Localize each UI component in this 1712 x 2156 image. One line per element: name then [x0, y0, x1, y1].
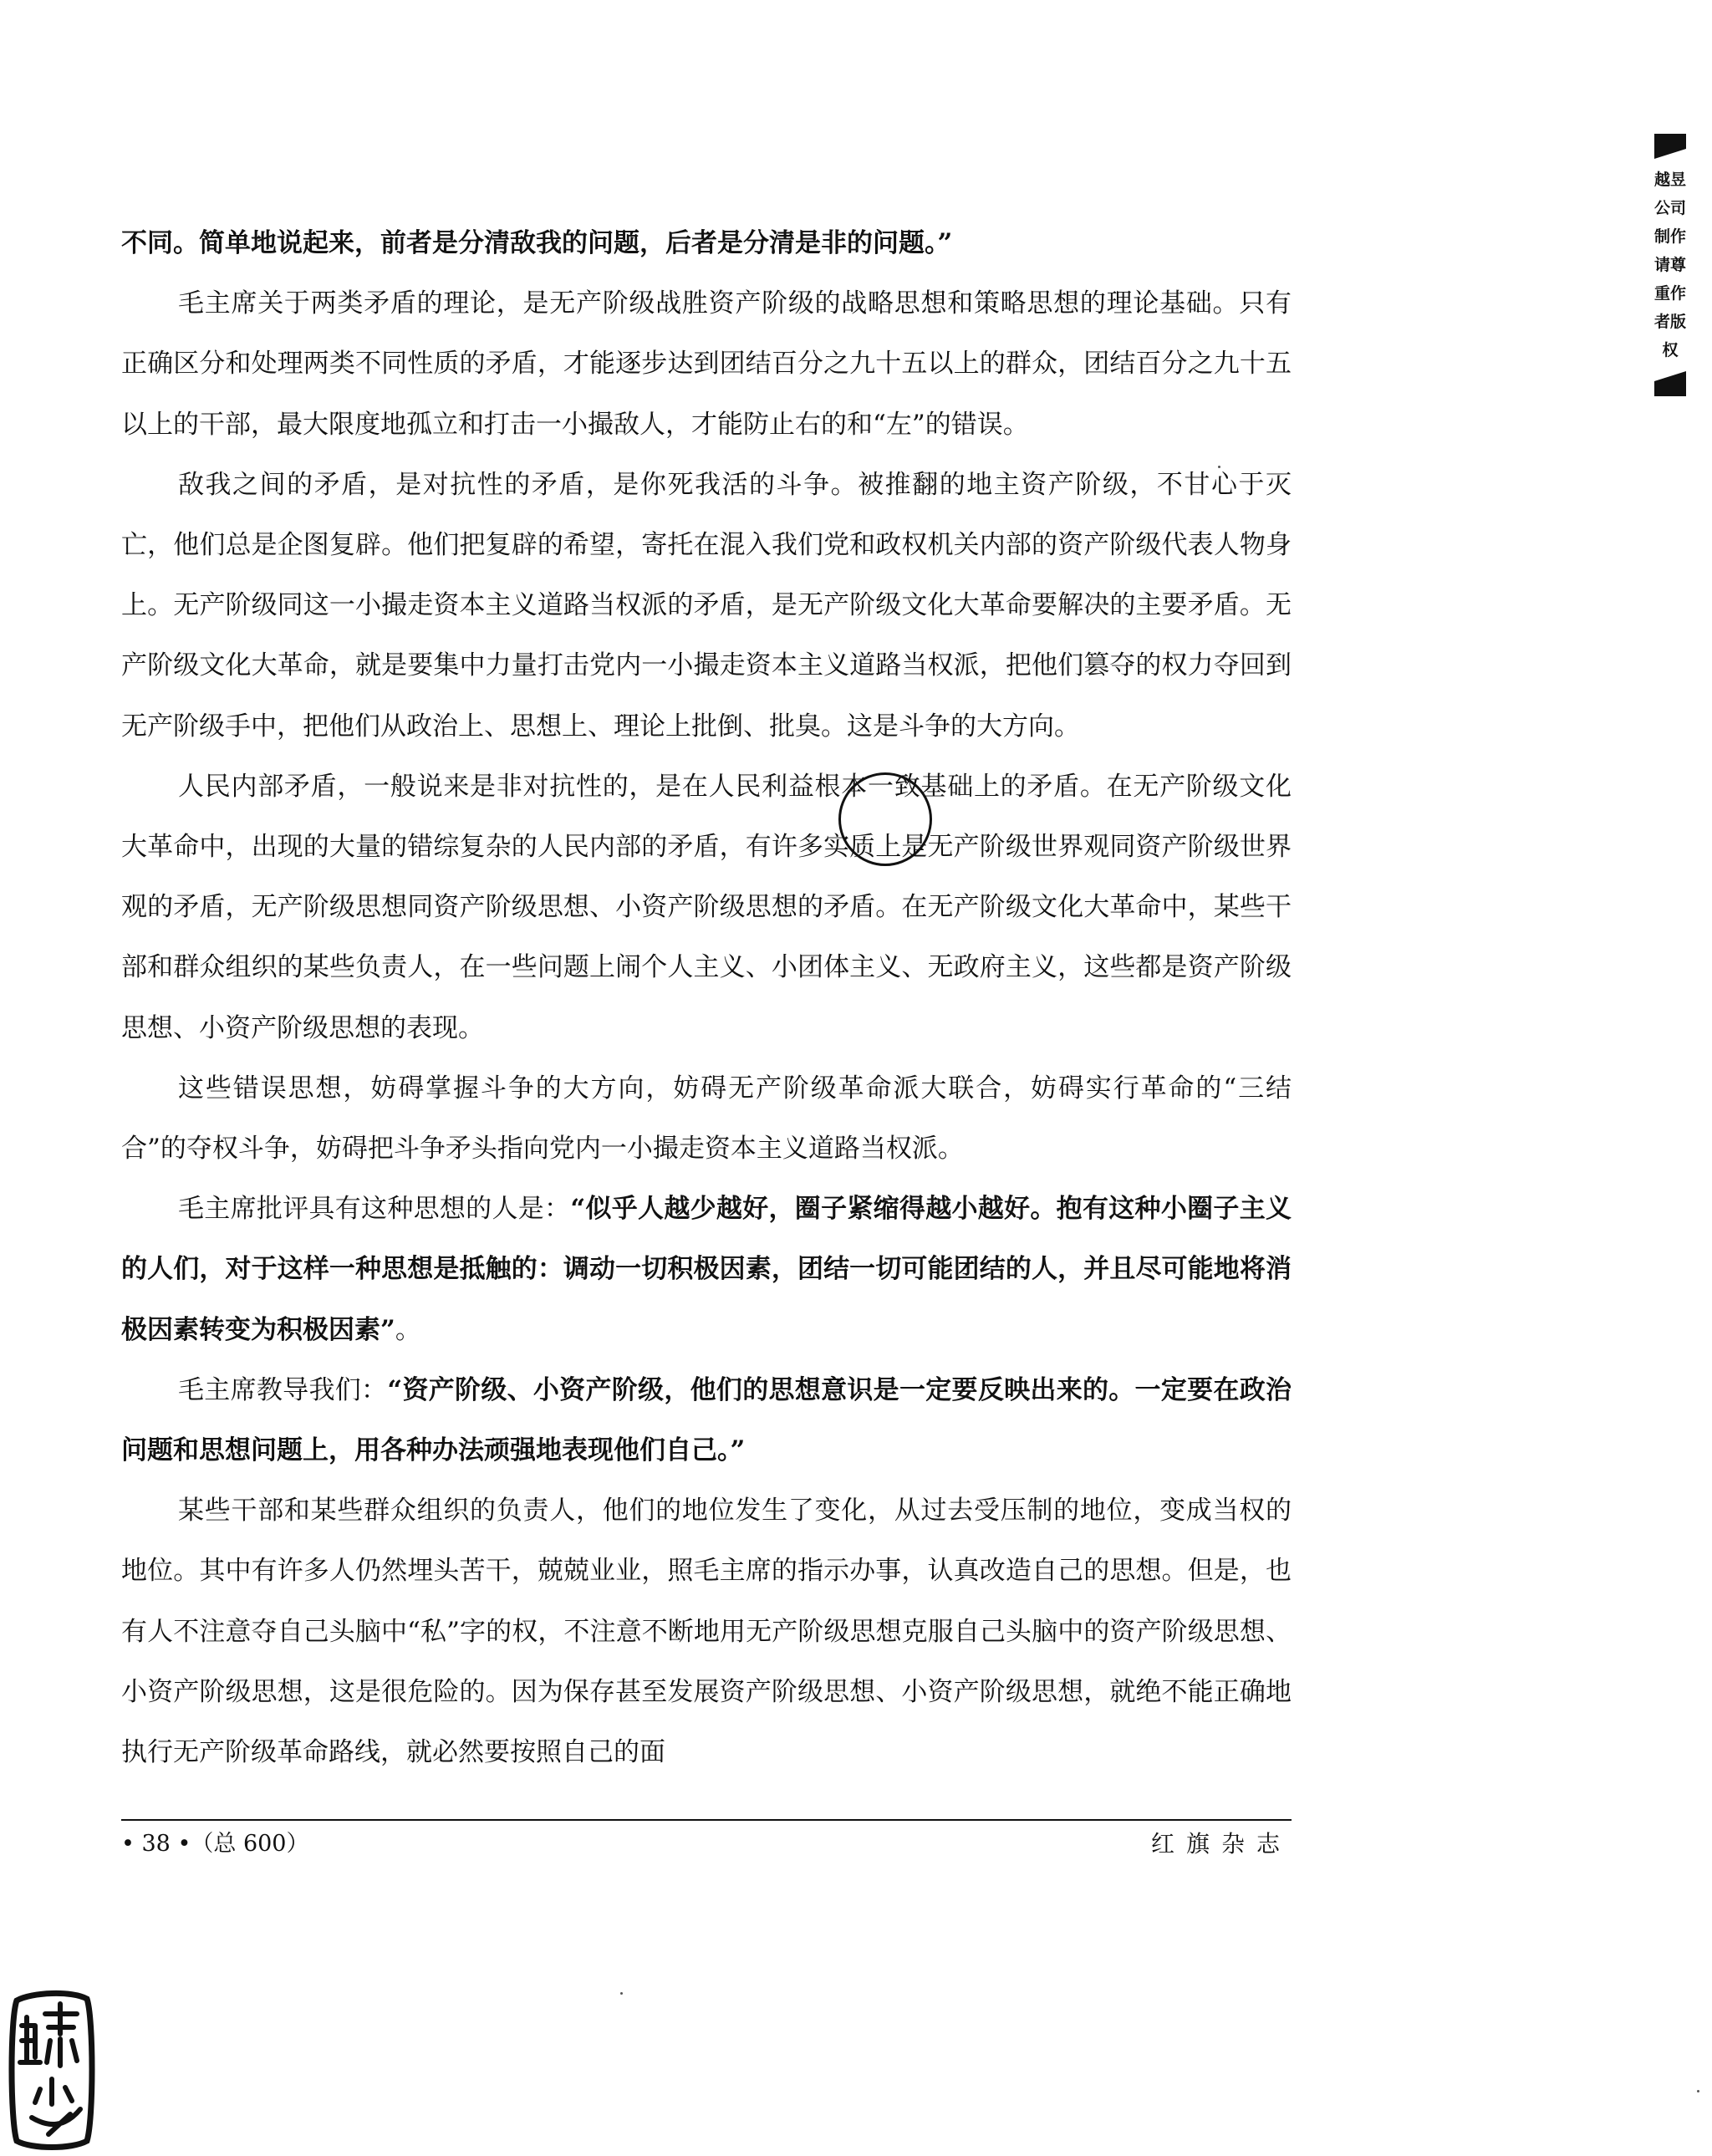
banner-bar-bottom — [1654, 371, 1686, 396]
banner-text: 越昱公司制作请尊重作者版权 — [1654, 171, 1687, 359]
paragraph-7 — [121, 1360, 1292, 1481]
article-body — [121, 213, 1292, 1782]
paragraph-8: 某些干部和某些群众组织的负责人，他们的地位发生了变化，从过去受压制的地位，变成当权的地位。其中有许多人仍然埋头苦干，兢兢业业，照毛主席的指示办事，认真改造自己的思想。但是，也有人不注意夺自己头脑中“私”字的权，不注意不断地用无产阶级思想克服自己头脑中的资产阶级思想、小资产阶级思想，这是很危险的。因为保存甚至发展资产阶级思想、小资产阶级思想，就绝不能正确地执行无产阶级革命路线，就必然要按照自己的面 — [121, 1496, 1292, 1768]
speck — [620, 1992, 623, 1995]
seal-stamp-graphic — [7, 1985, 97, 2153]
quote-bold: “资产阶级、小资产阶级，他们的思想意识是一定要反映出来的。一定要在政治问题和思想问题上，用各种办法顽强地表现他们自己。” — [121, 1374, 1292, 1466]
page-number: • 38 •（总 600） — [121, 1831, 309, 1857]
cursor-circle-icon — [838, 772, 932, 866]
side-banner — [1654, 134, 1694, 396]
quote-bold: “似乎人越少越好，圈子紧缩得越小越好。抱有这种小圈子主义的人们，对于这样一种思想是抵触的：调动一切积极因素，团结一切可能团结的人，并且尽可能地将消极因素转变为积极因素” — [121, 1194, 1292, 1345]
paragraph-2: 毛主席关于两类矛盾的理论，是无产阶级战胜资产阶级的战略思想和策略思想的理论基础。只有正确区分和处理两类不同性质的矛盾，才能逐步达到团结百分之九十五以上的群众，团结百分之九十五以上的干部，最大限度地孤立和打击一小撮敌人，才能防止右的和“左”的错误。 — [121, 288, 1292, 440]
paragraph-7-lead: 毛主席教导我们： — [178, 1374, 388, 1405]
paragraph-4: 人民内部矛盾，一般说来是非对抗性的，是在人民利益根本一致基础上的矛盾。在无产阶级文化大革命中，出现的大量的错综复杂的人民内部的矛盾，有许多实质上是无产阶级世界观同资产阶级世界观的矛盾，无产阶级思想同资产阶级思想、小资产阶级思想的矛盾。在无产阶级文化大革命中，某些干部和群众组织的某些负责人，在一些问题上闹个人主义、小团体主义、无政府主义，这些都是资产阶级思想、小资产阶级思想的表现。 — [121, 771, 1292, 1043]
seal-stamp-icon — [7, 1985, 97, 2153]
paragraph-1 — [121, 213, 1292, 273]
paragraph-3: 敌我之间的矛盾，是对抗性的矛盾，是你死我活的斗争。被推翻的地主资产阶级，不甘心于灭亡，他们总是企图复辟。他们把复辟的希望，寄托在混入我们党和政权机关内部的资产阶级代表人物身上。无产阶级同这一小撮走资本主义道路当权派的矛盾，是无产阶级文化大革命要解决的主要矛盾。无产阶级文化大革命，就是要集中力量打击党内一小撮走资本主义道路当权派，把他们篡夺的权力夺回到无产阶级手中，把他们从政治上、思想上、理论上批倒、批臭。这是斗争的大方向。 — [121, 469, 1292, 742]
banner-bar-top — [1654, 134, 1686, 159]
quote-bold: 不同。简单地说起来，前者是分清敌我的问题，后者是分清是非的问题。” — [121, 228, 953, 258]
publication-name: 红旗杂志 — [1150, 1830, 1292, 1858]
speck — [1218, 466, 1220, 468]
paragraph-6 — [121, 1179, 1292, 1360]
footer-divider — [121, 1819, 1292, 1821]
paragraph-6-end: 。 — [395, 1314, 421, 1345]
paragraph-5: 这些错误思想，妨碍掌握斗争的大方向，妨碍无产阶级革命派大联合，妨碍实行革命的“三结合”的夺权斗争，妨碍把斗争矛头指向党内一小撮走资本主义道路当权派。 — [121, 1073, 1292, 1165]
speck — [1697, 2090, 1699, 2092]
paragraph-6-lead: 毛主席批评具有这种思想的人是： — [178, 1194, 571, 1225]
